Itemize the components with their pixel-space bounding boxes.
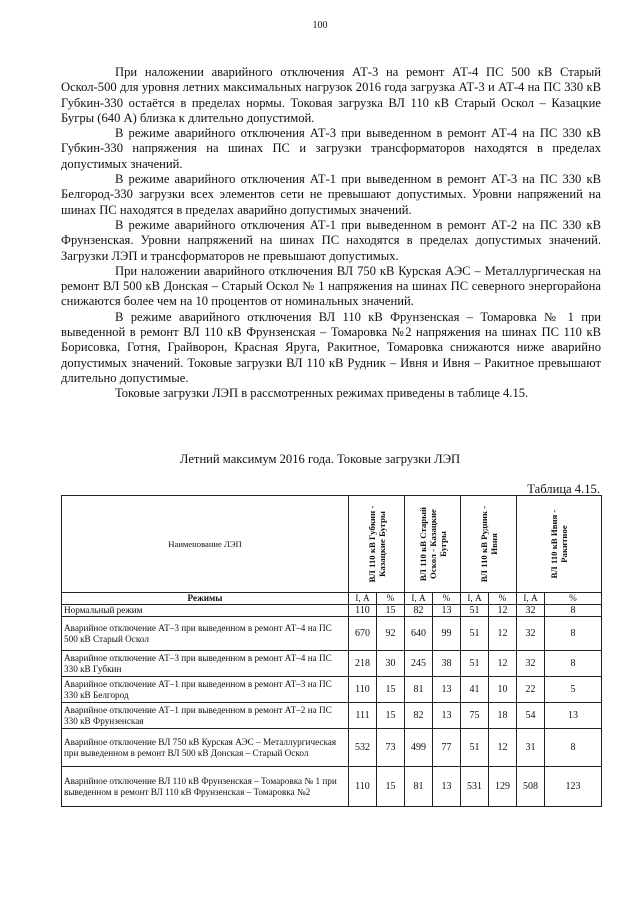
column-header bbox=[517, 496, 602, 593]
value-cell: 77 bbox=[433, 729, 461, 767]
value-cell: 51 bbox=[461, 651, 489, 677]
value-cell: 129 bbox=[489, 767, 517, 807]
value-cell: 92 bbox=[377, 617, 405, 651]
table-label: Таблица 4.15. bbox=[527, 482, 600, 496]
value-cell: 13 bbox=[433, 703, 461, 729]
mode-cell: Аварийное отключение АТ–3 при выведенном в ремонт АТ–4 на ПС 500 кВ Старый Оскол bbox=[62, 617, 349, 651]
value-cell: 82 bbox=[405, 605, 433, 617]
value-cell: 32 bbox=[517, 605, 545, 617]
value-cell: 5 bbox=[545, 677, 602, 703]
value-cell: 30 bbox=[377, 651, 405, 677]
value-cell: 75 bbox=[461, 703, 489, 729]
value-cell: 8 bbox=[545, 617, 602, 651]
column-header-text: ВЛ 110 кВ Рудник - Ивня bbox=[478, 505, 499, 583]
value-cell: 15 bbox=[377, 767, 405, 807]
paragraph: В режиме аварийного отключения АТ-1 при выведенном в ремонт АТ-3 на ПС 330 кВ Белгород-330 загрузки всех элементов сети не превышают допустимых. Уровни напряжений на шинах ПС находятся в пределах аварийно допустимых значений. bbox=[61, 172, 601, 217]
body-text bbox=[61, 65, 601, 402]
value-cell: 218 bbox=[349, 651, 377, 677]
unit-current: I, А bbox=[517, 593, 545, 605]
value-cell: 15 bbox=[377, 605, 405, 617]
value-cell: 81 bbox=[405, 767, 433, 807]
value-cell: 8 bbox=[545, 605, 602, 617]
value-cell: 31 bbox=[517, 729, 545, 767]
table-row bbox=[62, 767, 602, 807]
table-row bbox=[62, 677, 602, 703]
mode-cell: Аварийное отключение АТ–1 при выведенном в ремонт АТ–2 на ПС 330 кВ Фрунзенская bbox=[62, 703, 349, 729]
paragraph: В режиме аварийного отключения АТ-3 при выведенном в ремонт АТ-4 на ПС 330 кВ Губкин-330 напряжения на шинах ПС и загрузки трансформаторов находятся в пределах допустимых значений. bbox=[61, 126, 601, 171]
column-header bbox=[405, 496, 461, 593]
value-cell: 99 bbox=[433, 617, 461, 651]
paragraph: В режиме аварийного отключения ВЛ 110 кВ Фрунзенская – Томаровка № 1 при выведенной в ремонт ВЛ 110 кВ Фрунзенская – Томаровка №2 напряжения на шинах ПС 110 кВ Борисовка, Готня, Грайворон, Красная Яруга, Ракитное, Томаровка снижаются ниже аварийно допустимых значений. Токовые загрузки ВЛ 110 кВ Рудник – Ивня и Ивня – Ракитное превышают длительно допустимые. bbox=[61, 309, 601, 385]
value-cell: 12 bbox=[489, 651, 517, 677]
value-cell: 51 bbox=[461, 617, 489, 651]
value-cell: 12 bbox=[489, 729, 517, 767]
unit-current: I, А bbox=[461, 593, 489, 605]
value-cell: 508 bbox=[517, 767, 545, 807]
value-cell: 8 bbox=[545, 729, 602, 767]
table-row bbox=[62, 605, 602, 617]
column-header-text: ВЛ 110 кВ Старый Оскол - Казацкие Бугры bbox=[417, 506, 448, 582]
unit-percent: % bbox=[377, 593, 405, 605]
column-header-text: ВЛ 110 кВ Губкин - Казацкие Бугры bbox=[366, 505, 387, 583]
unit-current: I, А bbox=[405, 593, 433, 605]
mode-cell: Аварийное отключение АТ–3 при выведенном в ремонт АТ–4 на ПС 330 кВ Губкин bbox=[62, 651, 349, 677]
value-cell: 51 bbox=[461, 605, 489, 617]
line-name-header: Наименование ЛЭП bbox=[62, 496, 349, 593]
mode-cell: Нормальный режим bbox=[62, 605, 349, 617]
value-cell: 15 bbox=[377, 677, 405, 703]
mode-cell: Аварийное отключение ВЛ 750 кВ Курская АЭС – Металлургическая при выведенном в ремонт ВЛ 500 кВ Донская – Старый Оскол bbox=[62, 729, 349, 767]
value-cell: 13 bbox=[433, 767, 461, 807]
value-cell: 41 bbox=[461, 677, 489, 703]
value-cell: 245 bbox=[405, 651, 433, 677]
value-cell: 13 bbox=[433, 677, 461, 703]
value-cell: 12 bbox=[489, 605, 517, 617]
value-cell: 18 bbox=[489, 703, 517, 729]
value-cell: 54 bbox=[517, 703, 545, 729]
value-cell: 73 bbox=[377, 729, 405, 767]
table-row bbox=[62, 651, 602, 677]
unit-current: I, А bbox=[349, 593, 377, 605]
value-cell: 110 bbox=[349, 605, 377, 617]
value-cell: 51 bbox=[461, 729, 489, 767]
unit-percent: % bbox=[489, 593, 517, 605]
page-number: 100 bbox=[312, 20, 328, 31]
value-cell: 10 bbox=[489, 677, 517, 703]
value-cell: 32 bbox=[517, 617, 545, 651]
value-cell: 12 bbox=[489, 617, 517, 651]
value-cell: 499 bbox=[405, 729, 433, 767]
unit-percent: % bbox=[433, 593, 461, 605]
units-row bbox=[62, 593, 602, 605]
paragraph: Токовые загрузки ЛЭП в рассмотренных режимах приведены в таблице 4.15. bbox=[115, 386, 529, 401]
value-cell: 531 bbox=[461, 767, 489, 807]
value-cell: 111 bbox=[349, 703, 377, 729]
column-header-text: ВЛ 110 кВ Ивня - Ракитное bbox=[549, 509, 569, 579]
value-cell: 32 bbox=[517, 651, 545, 677]
modes-header: Режимы bbox=[62, 593, 349, 605]
paragraph: При наложении аварийного отключения ВЛ 750 кВ Курская АЭС – Металлургическая на ремонт ВЛ 500 кВ Донская – Старый Оскол № 1 напряжения на шинах ПС северного энергорайона снижаются более чем на 10 процентов от номинальных значений. bbox=[61, 263, 601, 309]
value-cell: 81 bbox=[405, 677, 433, 703]
table-row bbox=[62, 617, 602, 651]
value-cell: 110 bbox=[349, 767, 377, 807]
mode-cell: Аварийное отключение АТ–1 при выведенном в ремонт АТ–3 на ПС 330 кВ Белгород bbox=[62, 677, 349, 703]
column-header bbox=[461, 496, 517, 593]
table-caption: Летний максимум 2016 года. Токовые загрузки ЛЭП bbox=[179, 452, 461, 466]
column-header bbox=[349, 496, 405, 593]
value-cell: 22 bbox=[517, 677, 545, 703]
unit-percent: % bbox=[545, 593, 602, 605]
value-cell: 82 bbox=[405, 703, 433, 729]
value-cell: 640 bbox=[405, 617, 433, 651]
value-cell: 13 bbox=[545, 703, 602, 729]
value-cell: 123 bbox=[545, 767, 602, 807]
mode-cell: Аварийное отключение ВЛ 110 кВ Фрунзенская – Томаровка № 1 при выведенном в ремонт ВЛ 110 кВ Фрунзенская – Томаровка №2 bbox=[62, 767, 349, 807]
paragraph: В режиме аварийного отключения АТ-1 при выведенном в ремонт АТ-2 на ПС 330 кВ Фрунзенская. Уровни напряжений на шинах ПС находятся в пределах допустимых значений. Загрузки ЛЭП и трансформаторов не превышают допустимых. bbox=[61, 217, 601, 263]
value-cell: 15 bbox=[377, 703, 405, 729]
loads-table bbox=[61, 495, 602, 807]
value-cell: 670 bbox=[349, 617, 377, 651]
value-cell: 8 bbox=[545, 651, 602, 677]
value-cell: 38 bbox=[433, 651, 461, 677]
table-row bbox=[62, 703, 602, 729]
value-cell: 532 bbox=[349, 729, 377, 767]
paragraph: При наложении аварийного отключения АТ-3 на ремонт АТ-4 ПС 500 кВ Старый Оскол-500 для уровня летних максимальных нагрузок 2016 года загрузка АТ-3 и АТ-4 на ПС 330 кВ Губкин-330 остаётся в пределах нормы. Токовая загрузка ВЛ 110 кВ Старый Оскол – Казацкие Бугры (640 А) близка к длительно допустимой. bbox=[61, 65, 601, 125]
value-cell: 13 bbox=[433, 605, 461, 617]
table-row bbox=[62, 729, 602, 767]
value-cell: 110 bbox=[349, 677, 377, 703]
